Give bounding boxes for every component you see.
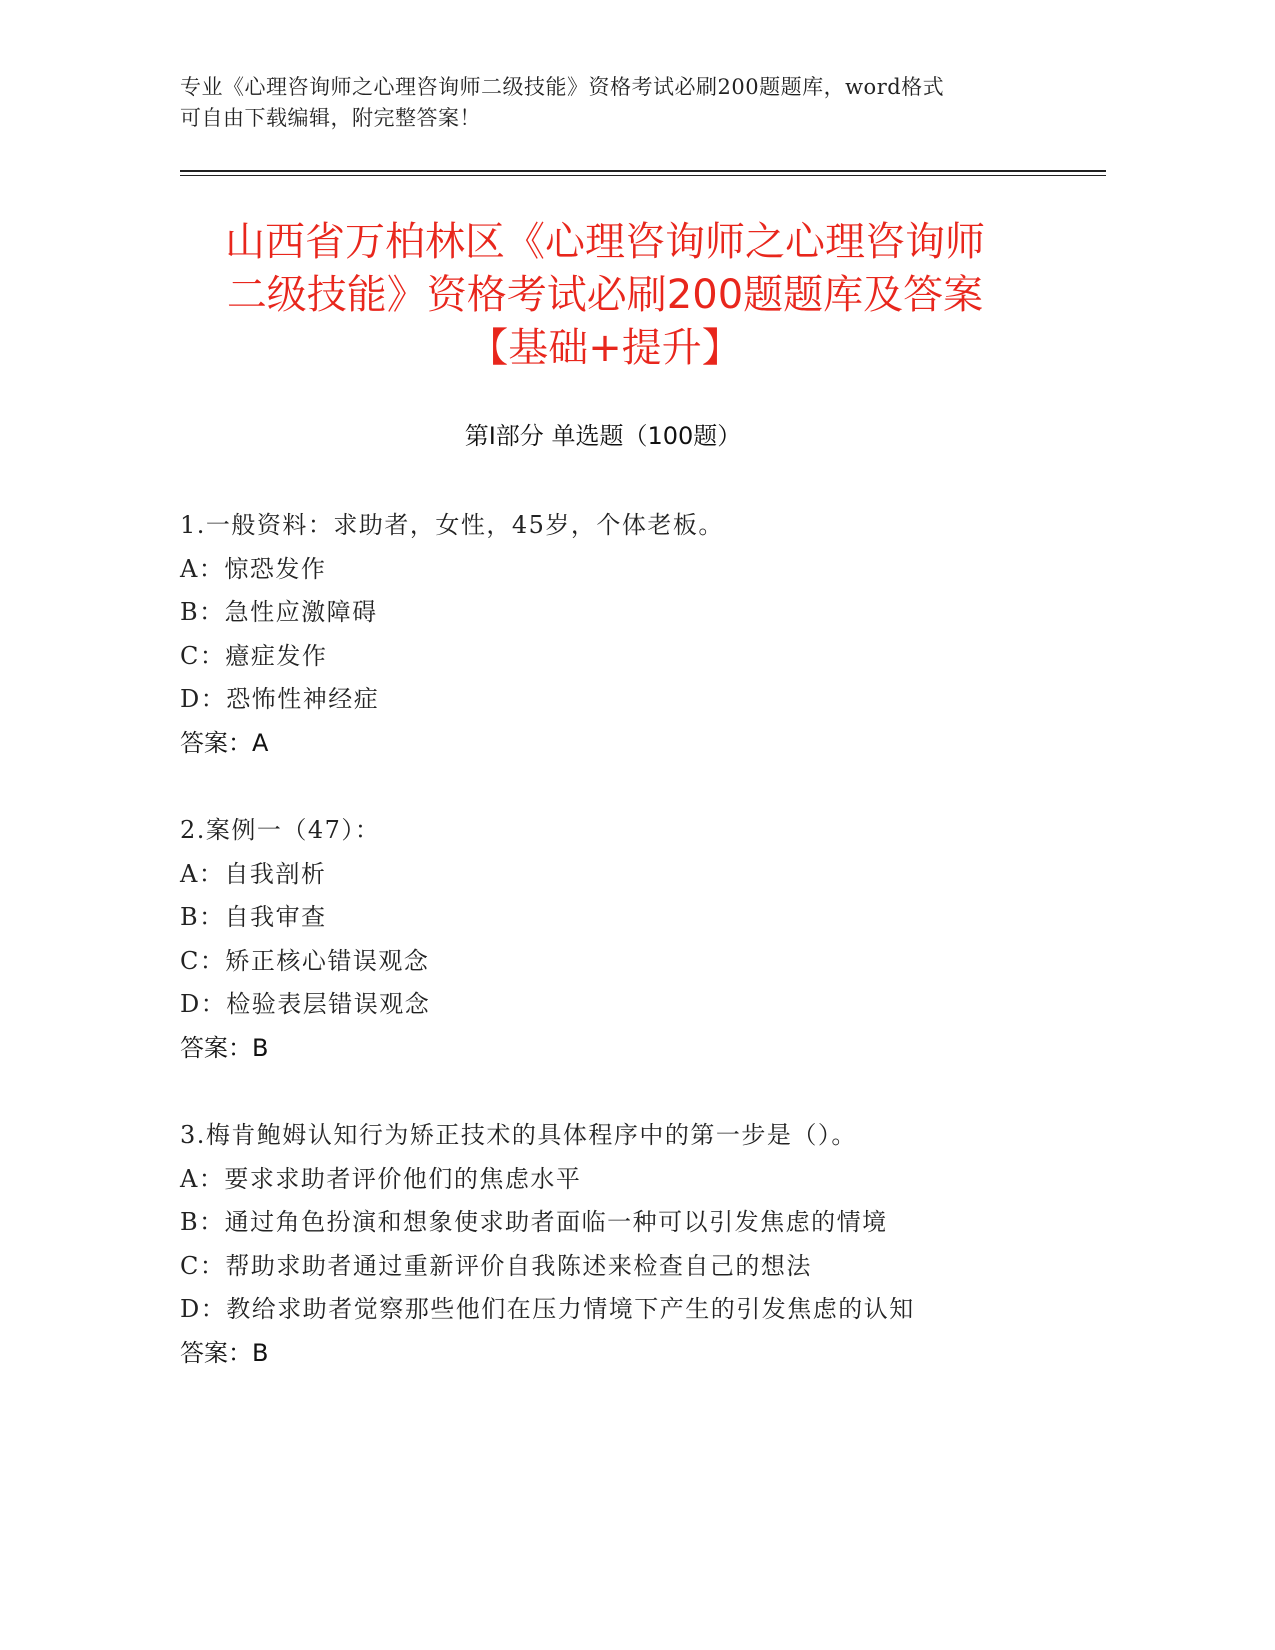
header-divider-thick [180,170,1106,172]
question-stem: 2.案例一（47）： [180,816,381,844]
question-stem: 1.一般资料：求助者，女性，45岁，个体老板。 [180,511,724,539]
option-c: C：帮助求助者通过重新评价自我陈述来检查自己的想法 [180,1251,812,1280]
answer-line: 答案：B [180,1338,269,1367]
answer-line: 答案：B [180,1033,269,1062]
document-title [170,216,1040,375]
question-2 [180,809,1080,1070]
option-b: B：通过角色扮演和想象使求助者面临一种可以引发焦虑的情境 [180,1208,888,1236]
header-divider-thin [180,175,1106,176]
option-a: A：自我剖析 [180,859,327,888]
section-title: 第Ⅰ部分 单选题（100题） [464,422,742,450]
question-3 [180,1114,1080,1375]
option-c: C：癔症发作 [180,641,328,670]
document-title-line-3: 【基础+提升】 [468,325,742,371]
option-a: A：要求求助者评价他们的焦虑水平 [180,1164,582,1193]
option-a: A：惊恐发作 [180,554,327,583]
option-d: D：检验表层错误观念 [180,990,431,1018]
answer-line: 答案：A [180,728,269,757]
question-1 [180,504,1080,765]
option-c: C：矫正核心错误观念 [180,946,430,975]
option-b: B：急性应激障碍 [180,598,378,626]
option-b: B：自我审查 [180,903,327,931]
document-title-line-1: 山西省万柏林区《心理咨询师之心理咨询师 [225,219,985,265]
header-note-line-1: 专业《心理咨询师之心理咨询师二级技能》资格考试必刷200题题库，word格式 [180,75,945,99]
question-stem: 3.梅肯鲍姆认知行为矫正技术的具体程序中的第一步是（）。 [180,1121,857,1149]
header-note [180,72,1040,134]
document-title-line-2: 二级技能》资格考试必刷200题题库及答案 [226,272,984,318]
option-d: D：恐怖性神经症 [180,685,380,713]
header-note-line-2: 可自由下载编辑，附完整答案！ [180,106,481,130]
option-d: D：教给求助者觉察那些他们在压力情境下产生的引发焦虑的认知 [180,1295,915,1323]
